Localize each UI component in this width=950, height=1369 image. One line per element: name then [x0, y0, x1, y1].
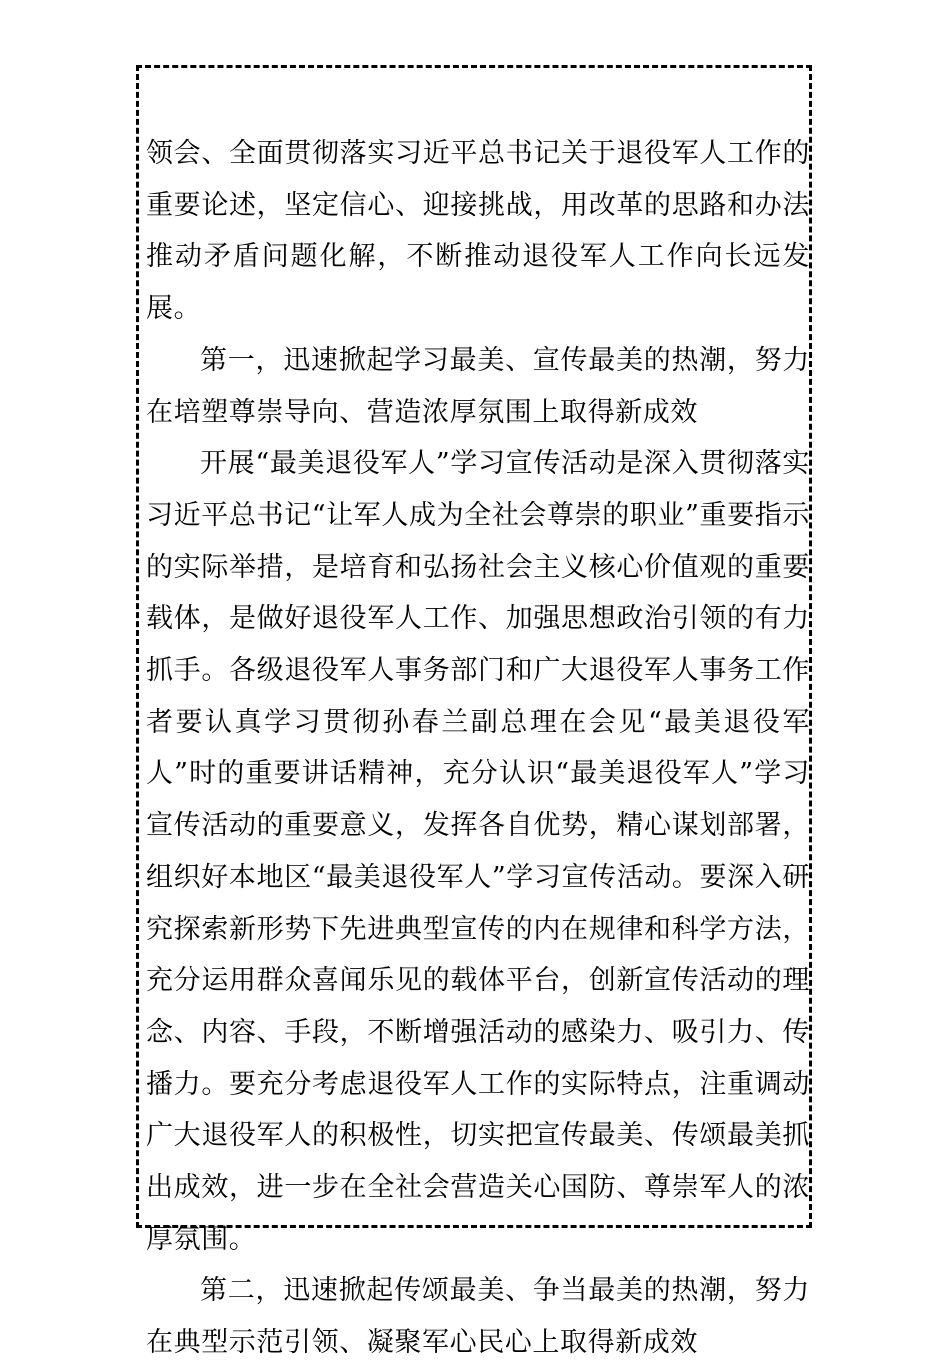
paragraph-continuation: 领会、全面贯彻落实习近平总书记关于退役军人工作的重要论述，坚定信心、迎接挑战，用改革的思路和办法推动矛盾问题化解，不断推动退役军人工作向长远发展。: [146, 138, 810, 325]
document-body: [146, 128, 810, 1369]
paragraph-body: 开展“最美退役军人”学习宣传活动是深入贯彻落实习近平总书记“让军人成为全社会尊崇的职业”重要指示的实际举措，是培育和弘扬社会主义核心价值观的重要载体，是做好退役军人工作、加强思想政治引领的有力抓手。各级退役军人事务部门和广大退役军人事务工作者要认真学习贯彻孙春兰副总理在会见“最美退役军人”时的重要讲话精神，充分认识“最美退役军人”学习宣传活动的重要意义，发挥各自优势，精心谋划部署，组织好本地区“最美退役军人”学习宣传活动。要深入研究探索新形势下先进典型宣传的内在规律和科学方法，充分运用群众喜闻乐见的载体平台，创新宣传活动的理念、内容、手段，不断增强活动的感染力、吸引力、传播力。要充分考虑退役军人工作的实际特点，注重调动广大退役军人的积极性，切实把宣传最美、传颂最美抓出成效，进一步在全社会营造关心国防、尊崇军人的浓厚氛围。: [146, 448, 810, 1255]
paragraph-heading-second: 第二，迅速掀起传颂最美、争当最美的热潮，努力在典型示范引领、凝聚军心民心上取得新成效: [146, 1275, 810, 1359]
paragraph-heading-first: 第一，迅速掀起学习最美、宣传最美的热潮，努力在培塑尊崇导向、营造浓厚氛围上取得新成效: [146, 344, 810, 428]
